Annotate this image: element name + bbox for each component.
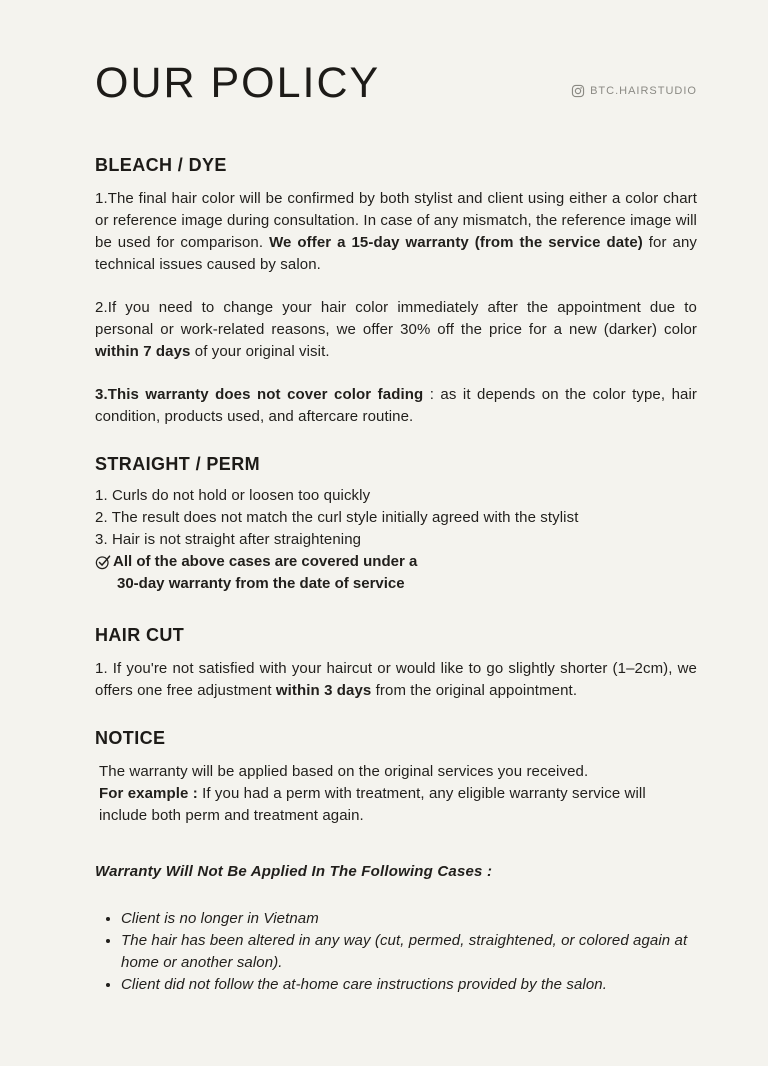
hair-cut-paragraph: 1. If you're not satisfied with your haircut or would like to go slightly shorter (1–2cm), we offers one free adjustment within 3 days from the original appointment. [95, 660, 697, 699]
straight-perm-item-2: 2. The result does not match the curl style initially agreed with the stylist [95, 509, 579, 526]
warranty-covered-line-2: 30-day warranty from the date of service [117, 575, 405, 592]
straight-perm-heading: STRAIGHT / PERM [95, 454, 261, 474]
bleach-paragraph-2: 2.If you need to change your hair color immediately after the appointment due to personal or work-related reasons, we offer 30% off the price for a new (darker) color within 7 days of your original visit. [95, 299, 697, 360]
notice-paragraph-2: For example : If you had a perm with treatment, any eligible warranty service will include both perm and treatment again. [99, 785, 646, 824]
exclusion-item-1: • Client is no longer in Vietnam [121, 908, 697, 930]
page-title: OUR POLICY [95, 59, 381, 107]
notice-paragraph-1: The warranty will be applied based on the original services you received. [99, 763, 589, 780]
notice-body [95, 761, 697, 827]
warranty-covered-note [95, 551, 697, 595]
exclusion-item-2: • The hair has been altered in any way (cut, permed, straightened, or colored again at home or another salon). [121, 930, 697, 974]
exclusions-heading: Warranty Will Not Be Applied In The Following Cases : [95, 863, 493, 880]
section-straight-perm [95, 454, 697, 595]
warranty-covered-text [113, 551, 417, 595]
notice-heading: NOTICE [95, 728, 166, 748]
warranty-covered-line-1: All of the above cases are covered under a [113, 553, 418, 570]
straight-perm-item-1: 1. Curls do not hold or loosen too quickly [95, 487, 371, 504]
page-header [95, 59, 697, 107]
exclusion-item-3: • Client did not follow the at-home care instructions provided by the salon. [121, 974, 697, 996]
bleach-paragraph-1: 1.The final hair color will be confirmed by both stylist and client using either a color chart or reference image during consultation. In case of any mismatch, the reference image will be used for comparison. We offer a 15-day warranty (from the service date) for any technical issues caused by salon. [95, 190, 697, 273]
section-warranty-exclusions [95, 863, 697, 996]
straight-perm-item-3: 3. Hair is not straight after straightening [95, 531, 362, 548]
section-notice [95, 728, 697, 827]
bleach-paragraph-3: 3.This warranty does not cover color fading : as it depends on the color type, hair condition, products used, and aftercare routine. [95, 386, 698, 425]
section-hair-cut [95, 625, 697, 702]
instagram-icon [571, 84, 585, 98]
check-circle-icon [95, 551, 113, 575]
instagram-handle: BTC.HAIRSTUDIO [590, 85, 697, 97]
instagram-badge[interactable] [571, 84, 697, 98]
hair-cut-heading: HAIR CUT [95, 625, 185, 645]
bleach-dye-heading: BLEACH / DYE [95, 155, 227, 175]
section-bleach-dye [95, 155, 697, 428]
exclusions-list [121, 908, 697, 996]
